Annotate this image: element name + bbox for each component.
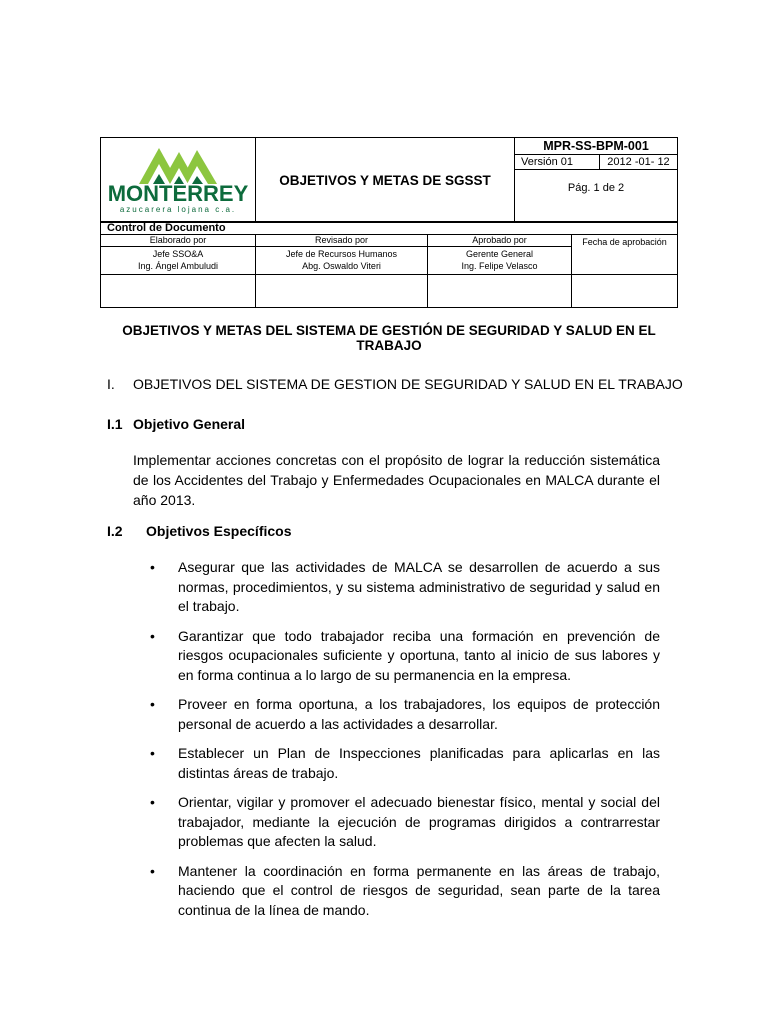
col-elaborado: Elaborado por — [101, 235, 256, 247]
col-fecha: Fecha de aprobación — [572, 235, 678, 275]
version-row — [515, 155, 677, 170]
list-item: • Establecer un Plan de Inspecciones planificadas para aplicarlas en las distintas áreas de trabajo. — [150, 745, 660, 781]
section-1-2-number: I.2 — [107, 523, 123, 539]
aprobado-name: Ing. Felipe Velasco — [461, 261, 538, 271]
col-revisado: Revisado por — [256, 235, 428, 247]
revisado-role: Jefe de Recursos Humanos — [285, 249, 398, 259]
signature-fecha — [572, 275, 678, 308]
elaborado-name: Ing. Ángel Ambuludi — [137, 261, 219, 271]
doc-code-cell — [515, 138, 678, 223]
section-1-number: I. — [107, 376, 115, 392]
list-item: • Mantener la coordinación en forma permanente en las áreas de trabajo, haciendo que el control de riesgos de seguridad, sean parte de la tarea continua de la línea de mando. — [150, 862, 660, 918]
list-item: • Garantizar que todo trabajador reciba una formación en prevención de riesgos ocupacionales suficiente y oportuna, tanto al inicio de sus labores y en forma continua a lo largo de su permanencia en la empresa. — [150, 627, 660, 683]
logo-subtitle: azucarera lojana c.a. — [119, 205, 237, 214]
document-control-table — [100, 221, 678, 308]
section-1-2-title: Objetivos Específicos — [146, 523, 292, 539]
signature-elaborado — [101, 275, 256, 308]
aprobado-cell — [428, 247, 572, 275]
document-header — [100, 137, 678, 223]
elaborado-cell — [101, 247, 256, 275]
page-number: Pág. 1 de 2 — [567, 182, 625, 194]
elaborado-role: Jefe SSO&A — [152, 249, 204, 259]
revisado-name: Abg. Oswaldo Viteri — [302, 261, 381, 271]
list-item: • Asegurar que las actividades de MALCA se desarrollen de acuerdo a sus normas, procedimientos, y su sistema administrativo de seguridad y salud en el trabajo. — [150, 559, 660, 614]
aprobado-role: Gerente General — [465, 249, 534, 259]
specific-objectives-list — [150, 558, 660, 930]
company-logo — [101, 138, 255, 222]
col-aprobado: Aprobado por — [428, 235, 572, 247]
control-title: Control de Documento — [101, 222, 678, 235]
doc-title: OBJETIVOS Y METAS DE SGSST — [256, 138, 515, 223]
general-objective-text: Implementar acciones concretas con el propósito de lograr la reducción sistemática de los Accidentes del Trabajo y Enfermedades Ocupacionales en MALCA durante el año 2013. — [133, 452, 660, 508]
logo-cell — [101, 138, 256, 223]
signature-aprobado — [428, 275, 572, 308]
version-date: 2012 -01- 12 — [607, 156, 670, 168]
section-1-title: OBJETIVOS DEL SISTEMA DE GESTION DE SEGURIDAD Y SALUD EN EL TRABAJO — [133, 376, 683, 392]
list-item: • Proveer en forma oportuna, a los trabajadores, los equipos de protección personal de acuerdo a las actividades a desarrollar. — [150, 696, 660, 732]
version: Versión 01 — [515, 155, 600, 169]
revisado-cell — [256, 247, 428, 275]
doc-code: MPR-SS-BPM-001 — [515, 138, 677, 155]
signature-revisado — [256, 275, 428, 308]
list-item: • Orientar, vigilar y promover el adecuado bienestar físico, mental y social del trabajador, mediante la ejecución de programas dirigidos a contrarrestar problemas que afecten la salud. — [150, 794, 660, 849]
section-1-1-number: I.1 — [107, 416, 123, 432]
main-title: OBJETIVOS Y METAS DEL SISTEMA DE GESTIÓN DE SEGURIDAD Y SALUD EN EL TRABAJO — [122, 323, 656, 353]
mountains-logo-icon — [139, 142, 219, 184]
section-1-1-title: Objetivo General — [133, 416, 246, 432]
logo-brand: MONTERREY — [107, 181, 249, 206]
